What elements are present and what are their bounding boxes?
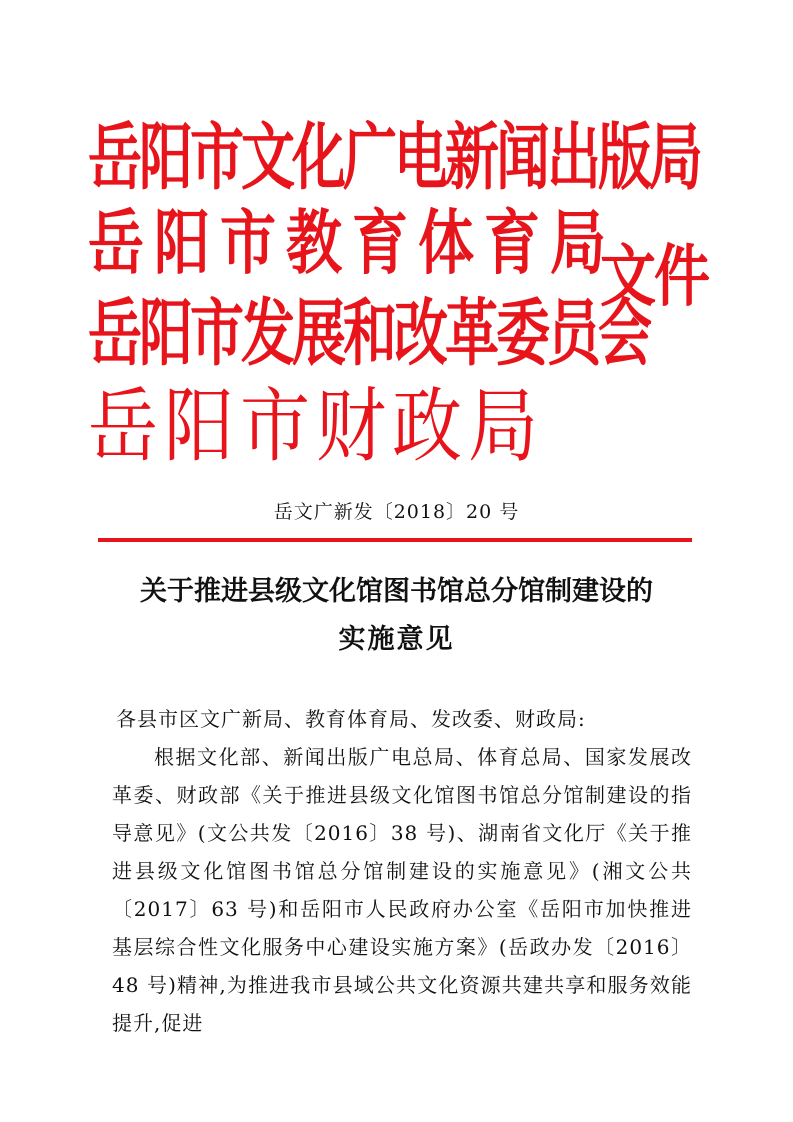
- issuer-education-sports-bureau: 岳阳市教育体育局: [88, 203, 616, 285]
- salutation: 各县市区文广新局、教育体育局、发改委、财政局:: [116, 707, 586, 731]
- issuer-culture-bureau: 岳阳市文化广电新闻出版局: [88, 114, 700, 200]
- document-title-line-2: 实施意见: [338, 624, 455, 655]
- body-paragraph: 根据文化部、新闻出版广电总局、体育总局、国家发展改革委、财政部《关于推进县级文化馆图书馆总分馆制建设的指导意见》(文公共发〔2016〕38 号)、湖南省文化厅《关于推进县级文化馆图书馆总分馆制建设的实施意见》(湘文公共〔2017〕63 号)和岳阳市人民政府办公室《岳阳市加快推进基层综合性文化服务中心建设实施方案》(岳政办发〔2016〕48 号)精神,为推进我市县域公共文化资源共建共享和服务效能提升,促进: [112, 745, 692, 1035]
- issuer-development-reform-commission: 岳阳市发展和改革委员会: [88, 290, 649, 376]
- document-title-line-1: 关于推进县级文化馆图书馆总分馆制建设的: [140, 576, 653, 607]
- document-label: 文件: [600, 238, 708, 317]
- red-divider-line: [98, 538, 692, 542]
- document-number: 岳文广新发〔2018〕20 号: [273, 501, 520, 523]
- issuer-finance-bureau: 岳阳市财政局: [88, 379, 544, 474]
